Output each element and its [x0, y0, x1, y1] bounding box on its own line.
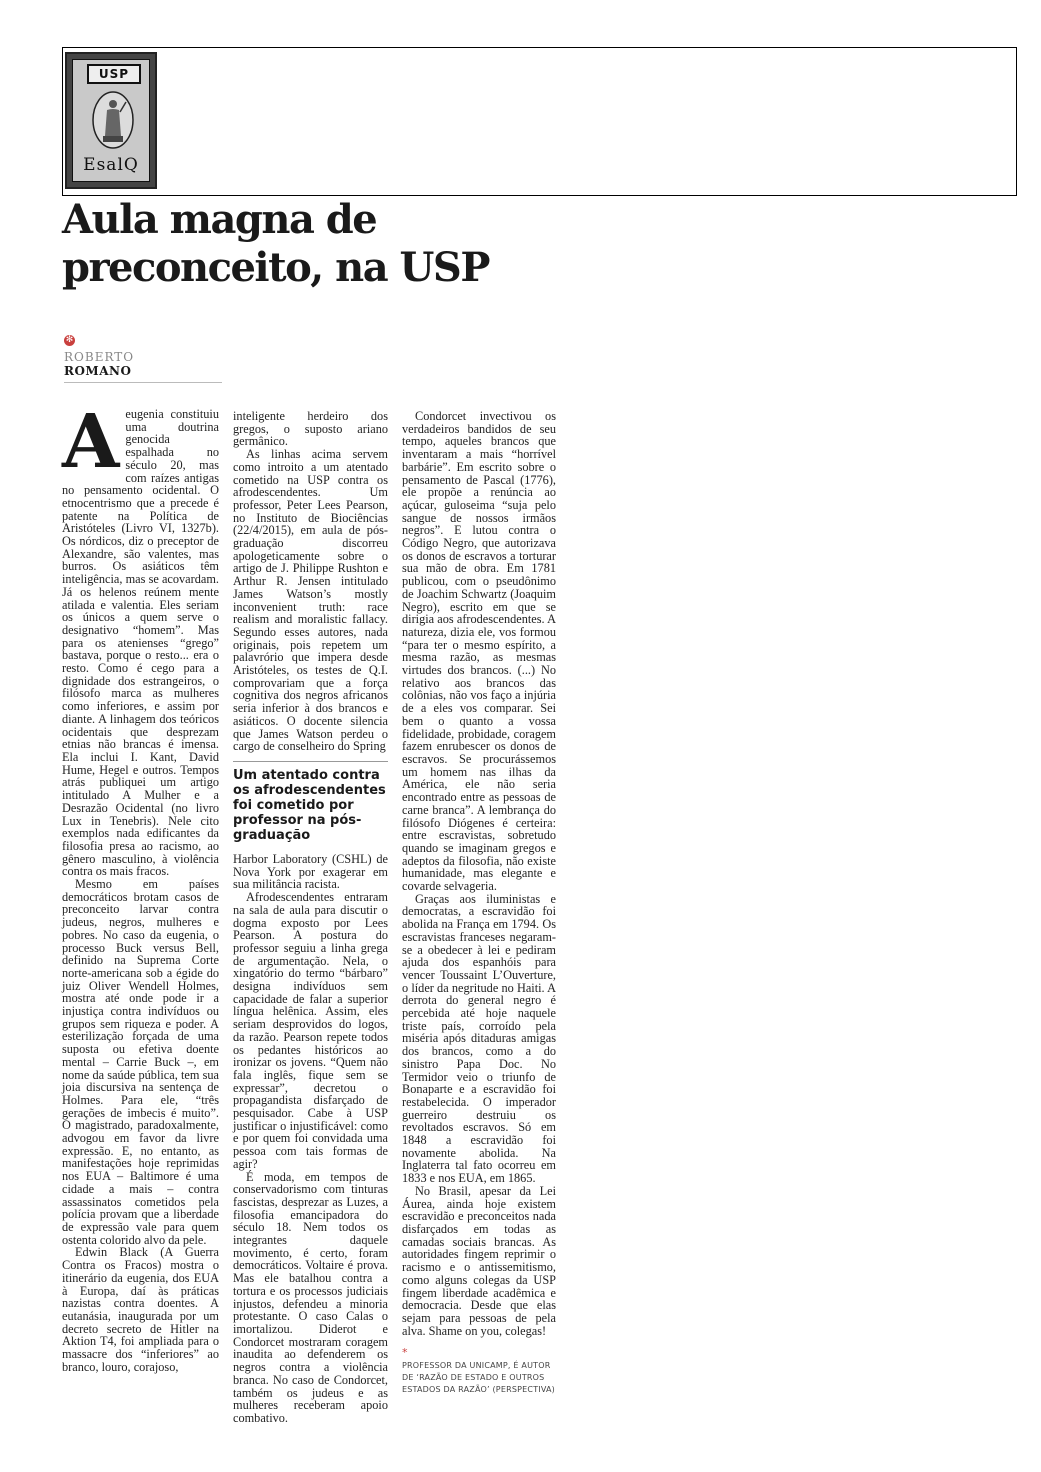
logo-esalq-text: EsalQ	[83, 155, 139, 175]
headline: Aula magna de preconceito, na USP	[62, 196, 489, 291]
logo-usp-text: USP	[87, 64, 141, 84]
drop-cap: A	[62, 399, 120, 485]
paragraph: As linhas acima servem como introito a um atentado cometido na USP contra os afrodescendentes. Um professor, Peter Lees Pearson, no Instituto de Biociências (22/4/2015), em aula de pós-graduação discorreu apologeticamente sobre o artigo de J. Philippe Rushton e Arthur R. Jensen intitulado James Watson’s mostly inconvenient truth: race realism and moralistic fallacy. Segundo esses autores, nada originais, pois repetem um palavrório que impera desde Aristóteles, os testes de Q.I. comprovariam que a força cognitiva dos negros africanos seria inferior à dos brancos e asiáticos. O docente silencia que James Watson perdeu o cargo de conselheiro do Spring	[233, 447, 388, 754]
article-column-1	[62, 399, 219, 1374]
paragraph: Condorcet invectivou os verdadeiros bandidos de seu tempo, aqueles brancos que inventaram a mais “horrível barbárie”. Em escrito sobre o pensamento de Pascal (1776), ele propõe a renúncia ao açúcar, guloseima “suja pelo sangue de nossos irmãos negros”. E lutou contra o Código Negro, que autorizava os donos de escravos a torturar sua mão de obra. Em 1781 publicou, com o pseudônimo de Joachim Schwartz (Joaquim Negro), escrito em que se dirigia aos afrodescendentes. A natureza, dizia ele, vos formou “para ter o mesmo espírito, a mesma razão, as mesmas virtudes dos brancos. (...) No relativo aos brancos das colônias, não vos faço a injúria de a eles vos comparar. Sei bem o quanto a vossa fidelidade, probidade, coragem fazem enrubescer os donos de escravos. Se procurássemos um homem nas ilhas da América, ele não seria encontrado entre as pessoas de carne branca”. A lembrança do filósofo Diógenes é certeira: entre escravistas, sobretudo quando se imaginam gregos e adeptos da filosofia, não existe humanidade, mas elegante e covarde selvageria.	[402, 409, 556, 894]
esalq-logo	[65, 52, 157, 189]
asterisk-icon: ✻	[65, 335, 74, 345]
paragraph: No Brasil, apesar da Lei Áurea, ainda hoje existem escravidão e preconceitos nada disfarçados em todas as camadas sociais brancas. As autoridades fingem reprimir o racismo e o antissemitismo, como alguns colegas da USP fingem liberdade acadêmica e democracia. Desde que elas sejam para pessoas de pela alva. Shame on you, colegas!	[402, 1183, 556, 1338]
author-divider	[64, 382, 222, 383]
paragraph: inteligente herdeiro dos gregos, o suposto ariano germânico.	[233, 409, 388, 449]
paragraph: Afrodescendentes entraram na sala de aula para discutir o dogma exposto por Lees Pearson. A postura do professor seguiu a linha grega de argumentação. Nela, o xingatório do termo “bárbaro” designa indivíduos sem capacidade de falar a superior língua helênica. Assim, eles seriam desprovidos do logos, da razão. Pearson repete todos os pedantes históricos ao ironizar os jovens. “Quem não fala inglês, fique sem se expressar”, decretou o propagandista disfarçado de pesquisador. Cabe à USP justificar o injustificável: como e por quem foi convidada uma pessoa com tais formas de agir?	[233, 890, 388, 1171]
article-column-3	[402, 410, 556, 1396]
paragraph: Harbor Laboratory (CSHL) de Nova York por exagerar em sua militância racista.	[233, 851, 388, 892]
clipping-frame	[62, 47, 1017, 196]
pull-quote: Um atentado contra os afrodescendentes foi cometido por professor na pós-graduação	[233, 761, 388, 843]
author-first-name: ROBERTO	[64, 350, 135, 364]
paragraph: Graças aos iluministas e democratas, a escravidão foi abolida na França em 1794. Os escravistas franceses negaram-se a obedecer à lei e pediram ajuda dos espanhóis para vencer Toussaint L’Ouverture, o líder da negritude no Haiti. A derrota do general negro é percebida até hoje naquele triste país, corroído pela miséria após ditaduras amigas dos brancos, como a do sinistro Papa Doc. No Termidor veio o triunfo de Bonaparte e a escravidão foi restabelecida. O imperador guerreiro destruiu os revoltados escravos. Só em 1848 a escravidão foi novamente abolida. Na Inglaterra tal fato ocorreu em 1833 e nos EUA, em 1865.	[402, 891, 556, 1186]
paragraph: eugenia constituiu uma doutrina genocida espalhada no século 20, mas com raízes antigas no pensamento ocidental. O etnocentrismo que a precede é patente na Política de Aristóteles (Livro VI, 1327b). Os nórdicos, diz o preceptor de Alexandre, são valentes, mas burros. Os asiáticos têm inteligência, mas se acovardam. Já os helenos reúnem mente atilada e valentia. Eles seriam os únicos a quem serve o designativo “homem”. Mas para os atenienses “grego” bastava, porque o resto... era o resto. Como é cego para a dignidade dos estrangeiros, o filósofo marca as mulheres como inferiores, e assim por diante. A linhagem dos teóricos ocidentais que desprezam etnias não brancas é imensa. Ela inclui I. Kant, David Hume, Hegel e outros. Tempos atrás publiquei um artigo intitulado A Mulher e a Desrazão Ocidental (no livro Lux in Tenebris). Nele cito exemplos nada edificantes da filosofia presa ao racismo, ao gênero masculino, à violência contra os mais fracos.	[62, 407, 219, 879]
author-last-name: ROMANO	[64, 364, 132, 378]
paragraph: Edwin Black (A Guerra Contra os Fracos) mostra o itinerário da eugenia, dos EUA à Europa, daí às práticas nazistas contra doentes. A eutanásia, inaugurada por um decreto secreto de Hitler na Aktion T4, foi ampliada para o massacre dos “inferiores” ao branco, louro, corajoso,	[62, 1245, 219, 1374]
article-column-2	[233, 410, 388, 1425]
paragraph: Mesmo em países democráticos brotam casos de preconceito larvar contra judeus, negros, mulheres e pobres. No caso da eugenia, o processo Buck versus Bell, definido na Suprema Corte norte-americana sob a égide do juiz Oliver Wendell Holmes, mostra até onde pode ir a injustiça contra indivíduos ou grupos sem riqueza e poder. A esterilização forçada de uma suposta ou efetiva doente mental – Carrie Buck –, em nome da saúde pública, tem sua joia discursiva na sentença de Holmes. Para ele, “três gerações de imbecis é muito”. O magistrado, paradoxalmente, advogou em favor da livre expressão. E, no entanto, as manifestações hoje reprimidas nos EUA – Baltimore é uma cidade a mais – contra assassinatos cometidos pela polícia provam que a liberdade de expressão vale para quem ostenta colorido alvo da pele.	[62, 877, 219, 1247]
statue-icon	[91, 90, 135, 150]
paragraph: É moda, em tempos de conservadorismo com tinturas fascistas, desprezar as Luzes, a filosofia emancipadora do século 18. Nem todos os integrantes daquele movimento, é certo, foram democráticos. Voltaire é prova. Mas ele batalhou contra a tortura e os processos judiciais injustos, defendeu a minoria protestante. O caso Calas o imortalizou. Diderot e Condorcet mostraram coragem inaudita ao defenderem os negros contra a violência branca. No caso de Condorcet, também os judeus e as mulheres receberam apoio combativo.	[233, 1169, 388, 1425]
author-bio: PROFESSOR DA UNICAMP, É AUTOR DE ‘RAZÃO DE ESTADO E OUTROS ESTADOS DA RAZÃO’ (PERSPECTIVA)	[402, 1361, 555, 1395]
bio-asterisk: *	[402, 1346, 408, 1360]
